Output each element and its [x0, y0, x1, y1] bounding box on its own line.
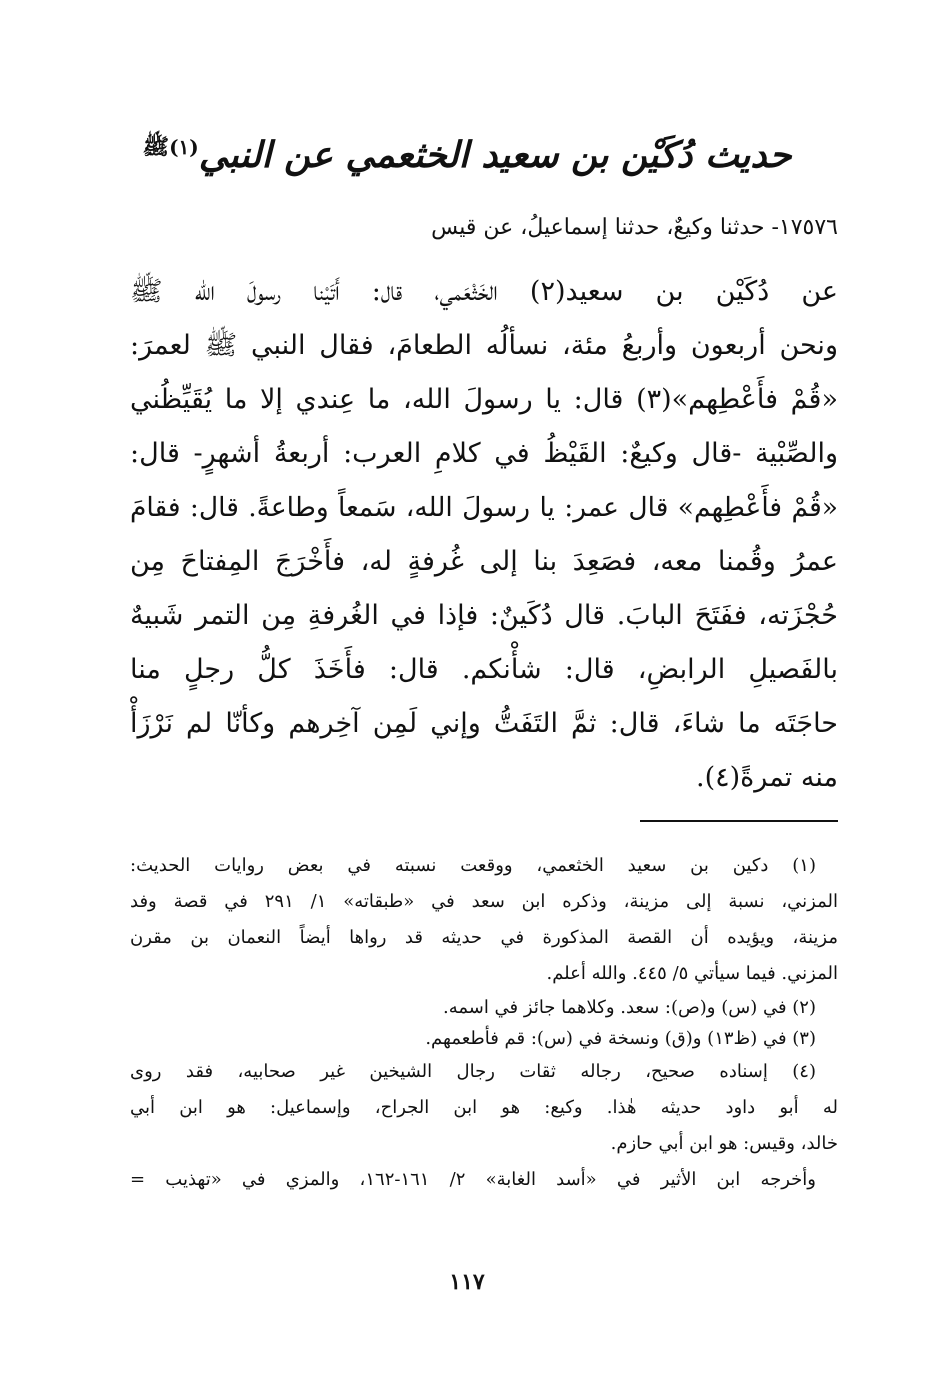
footnote-4-line-4: وأخرجه ابن الأثير في «أسد الغابة» ٢/ ١٦١-١٦٢، والمزي في «تهذيب =	[130, 1169, 816, 1190]
main-text-line-3: «قُمْ فأَعْطِهم»(٣) قال: يا رسولَ الله، ما عِندي إلا ما يُقَيِّظُني	[130, 384, 838, 415]
hadith-main-text	[130, 265, 838, 805]
footnote-3: (٣) في (ظ١٣) و(ق) ونسخة في (س): قم فأطعمهم.	[425, 1028, 816, 1049]
chapter-title-text: حديث دُكَيْن بن سعيد الخثعمي عن النبي	[198, 134, 792, 176]
page-number: ١١٧	[449, 1269, 485, 1295]
main-text-line-5: «قُمْ فأَعْطِهم» قال عمر: يا رسولَ الله، سَمعاً وطاعةً. قال: فقامَ	[130, 492, 838, 523]
footnote-4-line-2: له أبو داود حديثه هٰذا. وكيع: هو ابن الجراح، وإسماعيل: هو ابن أبي	[130, 1097, 838, 1118]
footnote-1-line-3: مزينة، ويؤيده أن القصة المذكورة في حديثه قد رواها أيضاً النعمان بن مقرن	[130, 927, 838, 948]
chapter-title	[140, 112, 794, 190]
main-text-line-8: بالفَصيلِ الرابضِ، قال: شأْنكم. قال: فأَخَذَ كلُّ رجلٍ منا	[130, 654, 838, 685]
main-text-line-10: منه تمرةً(٤).	[695, 762, 838, 793]
footnote-1-line-1: (١) دكين بن سعيد الخثعمي، ووقعت نسبته في بعض روايات الحديث:	[130, 855, 816, 876]
main-text-line-4: والصِّبْية -قال وكيعٌ: القَيْظُ في كلامِ العرب: أربعةُ أشهرٍ- قال:	[130, 438, 838, 469]
chapter-title-honorific: ﷺ	[142, 134, 170, 160]
main-text-line-7: حُجْزَته، ففَتَحَ البابَ. قال دُكَينٌ: فإذا في الغُرفةِ مِن التمر شَبيهٌ	[130, 600, 838, 631]
footnote-4-line-1: (٤) إسناده صحيح، رجاله ثقات رجال الشيخين غير صحابيه، فقد روى	[130, 1061, 816, 1082]
main-text-line-9: حاجَتَه ما شاءَ، قال: ثمَّ التَفَتُّ وإني لَمِن آخِرهم وكأنّا لم نَرْزَأْ	[130, 708, 838, 739]
chapter-title-footnote-mark: (١)	[169, 135, 199, 159]
footnote-4-line-3: خالد، وقيس: هو ابن أبي حازم.	[610, 1133, 838, 1154]
footnote-divider	[640, 820, 838, 822]
footnote-2: (٢) في (س) و(ص): سعد. وكلاهما جائز في اسمه.	[442, 997, 816, 1018]
main-text-line-2: ونحن أربعون وأربعُ مئة، نسألُه الطعامَ، فقال النبي ﷺ لعمرَ:	[130, 330, 838, 361]
main-text-line-1: عن دُكَيْن بن سعيد(٢) الخَثْعَمي، قال: أَتَيْنا رسولَ الله ﷺ	[130, 276, 838, 307]
main-text-line-6: عمرُ وقُمنا معه، فصَعِدَ بنا إلى غُرفةٍ له، فأَخْرَجَ المِفتاحَ مِن	[130, 546, 838, 577]
footnotes	[130, 848, 838, 1198]
footnote-1-line-2: المزني، نسبة إلى مزينة، وذكره ابن سعد في «طبقاته» ١/ ٢٩١ في قصة وفد	[130, 891, 838, 912]
footnote-1-line-4: المزني. فيما سيأتي ٥/ ٤٤٥. والله أعلم.	[546, 963, 838, 984]
hadith-isnad: ١٧٥٧٦- حدثنا وكيعٌ، حدثنا إسماعيلُ، عن قيس	[431, 215, 838, 240]
